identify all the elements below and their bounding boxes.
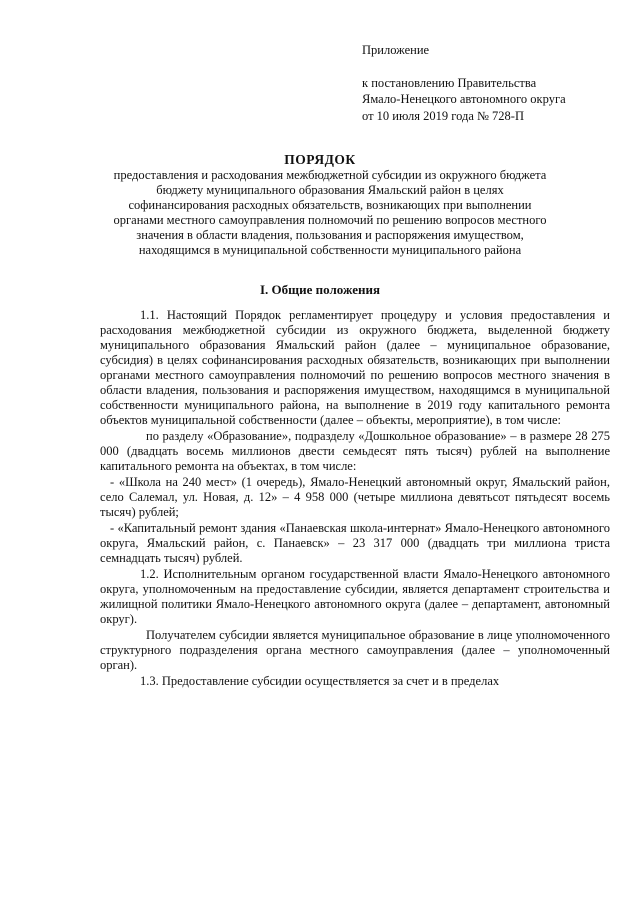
document-title: ПОРЯДОК bbox=[284, 152, 356, 167]
appendix-block bbox=[362, 42, 632, 124]
paragraph-1-1: 1.1. Настоящий Порядок регламентирует процедуру и условия предоставления и расходования межбюджетной субсидии из окружного бюджета, выделенной бюджету муниципального образования Ямальский район (далее – муниципальное образование, субсидия) в целях софинансирования расходных обязательств, возникающих при выполнении органами местного самоуправления полномочий по решению вопросов местного значения в области владения, пользования и распоряжения имуществом, находящимся в муниципальной собственности муниципального района, на выполнение в 2019 году капитального ремонта объектов муниципальной собственности (далее – объекты, мероприятие), в том числе: bbox=[100, 308, 610, 427]
appendix-line-3: от 10 июля 2019 года № 728-П bbox=[362, 108, 524, 123]
document-subtitle: предоставления и расходования межбюджетной субсидии из окружного бюджета бюджету муниципального образования Ямальский район в целях софинансирования расходных обязательств, возникающих при выполнении органами местного самоуправления полномочий по решению вопросов местного значения в области владения, пользования и распоряжения имуществом, находящимся в муниципальной собственности муниципального района bbox=[113, 168, 547, 257]
list-item-school: - «Школа на 240 мест» (1 очередь), Ямало-Ненецкий автономный округ, Ямальский район, село Салемал, ул. Новая, д. 12» – 4 958 000 (четыре миллиона девятьсот пятьдесят восемь тысяч) рублей; bbox=[100, 475, 610, 519]
paragraph-recipient: Получателем субсидии является муниципальное образование в лице уполномоченного структурного подразделения органа местного самоуправления (далее – уполномоченный орган). bbox=[100, 628, 610, 672]
document-body bbox=[100, 308, 610, 690]
list-item-repair: - «Капитальный ремонт здания «Панаевская школа-интернат» Ямало-Ненецкого автономного округа, Ямальский район, с. Панаевск» – 23 317 000 (двадцать три миллиона триста семнадцать тысяч) рублей. bbox=[100, 521, 610, 565]
appendix-line-2: Ямало-Ненецкого автономного округа bbox=[362, 92, 566, 106]
appendix-line-1: к постановлению Правительства bbox=[362, 75, 537, 90]
paragraph-1-3: 1.3. Предоставление субсидии осуществляется за счет и в пределах bbox=[140, 674, 500, 688]
paragraph-education: по разделу «Образование», подразделу «Дошкольное образование» – в размере 28 275 000 (двадцать восемь миллионов двести семьдесят пять тысяч) рублей на выполнение капитального ремонта на объектах, в том числе: bbox=[100, 429, 610, 473]
appendix-title: Приложение bbox=[362, 43, 430, 57]
section-title: I. Общие положения bbox=[260, 282, 380, 297]
paragraph-1-2: 1.2. Исполнительным органом государственной власти Ямало-Ненецкого автономного округа, уполномоченным на предоставление субсидии, является департамент строительства и жилищной политики Ямало-Ненецкого автономного округа (далее – департамент, автономный округ). bbox=[100, 567, 610, 626]
